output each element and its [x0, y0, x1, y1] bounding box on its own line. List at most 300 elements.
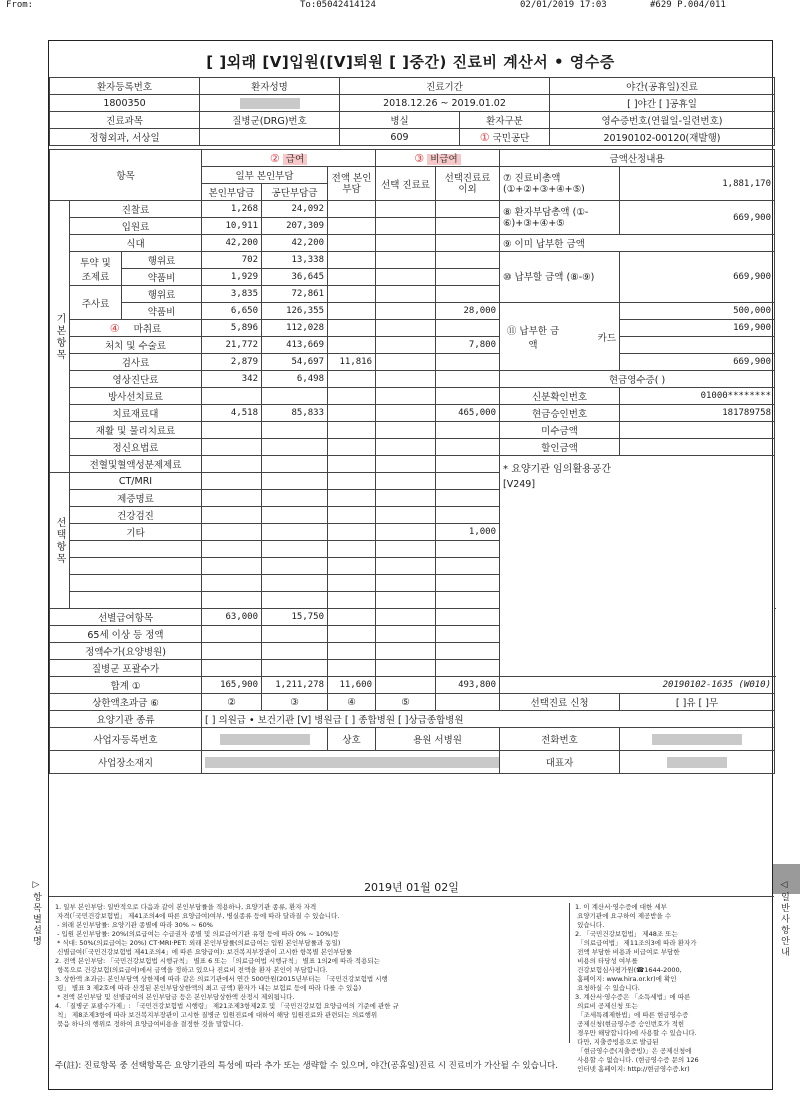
cell-b — [262, 422, 328, 439]
cell-a — [202, 626, 262, 643]
cell-a — [202, 422, 262, 439]
cell-a: 42,200 — [202, 235, 262, 252]
category-value: 국민공단 — [492, 133, 530, 144]
select-request-label: 선택진료 신청 — [500, 694, 620, 711]
addr-redacted — [202, 751, 500, 774]
cell-empty — [262, 524, 328, 541]
item-label: 치료재료대 — [70, 405, 202, 422]
footer-note: 주(註): 진료항목 중 선택항목은 요양기관의 특성에 따라 추가 또는 생략할 수 있으며, 야간(공휴일)진료 시 진료비가 가산될 수 있습니다. — [55, 1061, 558, 1071]
calc-total-label: ⑦ 진료비총액 (①+②+③+④+⑤) — [500, 167, 620, 201]
cell-e — [436, 235, 500, 252]
cell-empty — [202, 558, 262, 575]
cell-empty — [262, 541, 328, 558]
extra-item-label: 선별급여항목 — [50, 609, 202, 626]
cell-a: 63,000 — [202, 609, 262, 626]
cell-empty — [376, 524, 436, 541]
table-row — [50, 337, 775, 354]
cell-empty — [376, 592, 436, 609]
cell-d — [376, 269, 436, 286]
side-label-right: ◁일반사항안내 — [779, 880, 789, 958]
charges-table — [49, 149, 775, 774]
unpaid-value — [620, 422, 775, 439]
cell-empty — [376, 609, 436, 626]
room-label: 병실 — [340, 112, 460, 129]
cell-e — [436, 558, 500, 575]
cell-e — [436, 507, 500, 524]
document-title: [ ]외래 [V]입원([V]퇴원 [ ]중간) 진료비 계산서 • 영수증 — [206, 53, 615, 71]
fax-stamp: 02/01/2019 17:03 — [520, 0, 607, 10]
sub-item-label: 약품비 — [122, 303, 202, 320]
cell-b: 15,750 — [262, 609, 328, 626]
inst-type-value: [ ] 의원급 • 보건기관 [V] 병원급 [ ] 종합병원 [ ]상급종합병원 — [202, 711, 775, 728]
cell-a: 6,650 — [202, 303, 262, 320]
cell-empty — [436, 626, 500, 643]
non-covered-header — [376, 150, 500, 167]
cell-a — [202, 388, 262, 405]
cell-e — [436, 201, 500, 218]
excess-b: ③ — [262, 694, 328, 711]
cell-a: 21,772 — [202, 337, 262, 354]
approval-value: 181789758 — [620, 405, 775, 422]
cell-c — [328, 337, 376, 354]
cell-d — [376, 456, 436, 473]
cell-e — [436, 422, 500, 439]
table-row — [50, 405, 775, 422]
excess-label: 상한액초과금 — [92, 698, 148, 709]
institution-biz-row — [50, 728, 775, 751]
cell-empty — [202, 490, 262, 507]
cell-empty — [262, 592, 328, 609]
cell-empty — [376, 575, 436, 592]
card-value: 500,000 — [620, 303, 775, 320]
calc-header: 금액산정내용 — [500, 150, 775, 167]
total-code: 20190102-1635 (W010) — [500, 677, 775, 694]
select-item-label — [70, 592, 202, 609]
cell-b: 85,833 — [262, 405, 328, 422]
cell-empty — [436, 643, 500, 660]
cell-e — [436, 269, 500, 286]
cell-b: 24,092 — [262, 201, 328, 218]
calc-paid-label: ⑨ 이미 납부한 금액 — [500, 235, 775, 252]
cell-b: 54,697 — [262, 354, 328, 371]
issue-date: 2019년 01월 02일 — [364, 881, 459, 894]
biz-no-redacted — [202, 728, 328, 751]
cell-d — [376, 201, 436, 218]
cell-e: 465,000 — [436, 405, 500, 422]
cell-a — [202, 643, 262, 660]
fax-to: To:05042414124 — [300, 0, 376, 10]
fax-from: From: — [6, 0, 34, 10]
cell-empty — [328, 575, 376, 592]
total-row — [50, 677, 775, 694]
cell-a: 342 — [202, 371, 262, 388]
drg-label: 질병군(DRG)번호 — [200, 112, 340, 129]
cell-e — [436, 354, 500, 371]
cell-b: 36,645 — [262, 269, 328, 286]
cashrec-value: 169,900 — [620, 320, 775, 337]
addr-label: 사업장소재지 — [50, 751, 202, 774]
table-row — [50, 354, 775, 371]
cell-c: 11,816 — [328, 354, 376, 371]
category — [460, 129, 550, 146]
cell-e — [436, 592, 500, 609]
biz-label: 사업자등록번호 — [50, 728, 202, 751]
cell-empty — [328, 643, 376, 660]
side-label-left: ▷항목별설명 — [31, 880, 41, 947]
self-pay-header: 본인부담금 — [202, 184, 262, 201]
calc-total-value: 1,881,170 — [620, 167, 775, 201]
covered-label: 급여 — [283, 154, 307, 165]
cell-empty — [328, 507, 376, 524]
cell-b: 112,028 — [262, 320, 328, 337]
pay-sum-value: 669,900 — [620, 354, 775, 371]
unpaid-label: 미수금액 — [500, 422, 620, 439]
rep-redacted — [620, 751, 775, 774]
calc-patient-value: 669,900 — [620, 201, 775, 235]
cell-empty — [328, 592, 376, 609]
discount-value — [620, 439, 775, 456]
period: 2018.12.26 ~ 2019.01.02 — [340, 95, 550, 112]
extra-item-label: 65세 이상 등 정액 — [50, 626, 202, 643]
item-header: 항목 — [50, 150, 202, 201]
excess-label-cell — [50, 694, 202, 711]
item-label: 진찰료 — [70, 201, 202, 218]
cell-d — [376, 235, 436, 252]
discount-label: 할인금액 — [500, 439, 620, 456]
calc-patient-label: ⑧ 환자부담총액 (①-⑥)+③+④+⑤ — [500, 201, 620, 235]
id-value: 01000******** — [620, 388, 775, 405]
cell-b — [262, 456, 328, 473]
sub-item-label: 행위료 — [122, 286, 202, 303]
item-label: 방사선치료료 — [70, 388, 202, 405]
total-mark: ① — [131, 681, 141, 692]
cell-empty — [202, 507, 262, 524]
institution-addr-row — [50, 751, 775, 774]
total-a: 165,900 — [202, 677, 262, 694]
cell-a: 10,911 — [202, 218, 262, 235]
cell-empty — [376, 490, 436, 507]
id-label: 신분확인번호 — [500, 388, 620, 405]
cell-empty — [328, 473, 376, 490]
cell-e — [436, 456, 500, 473]
cell-d — [376, 218, 436, 235]
select-item-label — [70, 575, 202, 592]
item-label: ④ 마취료 — [70, 320, 202, 337]
select-item-label: 건강검진 — [70, 507, 202, 524]
marker-2: ② — [269, 152, 280, 165]
cell-b — [262, 660, 328, 677]
cell-c — [328, 201, 376, 218]
notes-right: 1. 이 계산서·영수증에 대한 세부 요양기관에 요구하여 제공받을 수 있습니다. 2. 「국민건강보험법」 제48조 또는 「의료급여법」 제11조의3에 따라 환자가 전액 부담한 비용과 비급여로 부담한 비용의 타당성 여부를 건강보험심사평가원(☎1644-2000, 홈페이지: www.hira.or.kr)에 확인 요청하실 수 있습니다. 3. 계산서·영수증은 「소득세법」에 따른 의료비 공제신청 또는 「조세특례제한법」에 따른 현금영수증 공제신청(현금영수증 승인번호가 적힌 경우만 해당합니다)에 사용할 수 있습니다. 다만, 지출증빙용으로 발급된 「현금영수증(지출증빙)」은 공제신청에 사용할 수 없습니다. (현금영수증 문의 126 인터넷 홈페이지: http://현금영수증.kr) — [569, 903, 770, 1043]
cell-b — [262, 388, 328, 405]
cell-empty — [328, 490, 376, 507]
cell-empty — [436, 660, 500, 677]
patient-name-label: 환자성명 — [200, 78, 340, 95]
non-covered-label: 비급여 — [427, 154, 461, 165]
total-c: 11,600 — [328, 677, 376, 694]
cell-c — [328, 286, 376, 303]
cell-a — [202, 660, 262, 677]
cell-empty — [376, 558, 436, 575]
select-item-label — [70, 541, 202, 558]
night-label: 야간(공휴일)진료 — [550, 78, 775, 95]
inst-type-label: 요양기관 종류 — [50, 711, 202, 728]
select-item-label — [70, 558, 202, 575]
cell-e — [436, 371, 500, 388]
memo-text: * 요양기관 임의활용공간 — [503, 464, 611, 475]
cell-c — [328, 371, 376, 388]
group-label-line1: 투약 및 — [80, 257, 111, 269]
cell-empty — [202, 575, 262, 592]
cell-b: 6,498 — [262, 371, 328, 388]
cell-e — [436, 490, 500, 507]
cell-empty — [328, 524, 376, 541]
cell-empty — [262, 490, 328, 507]
select-items-label: 선택항목 — [50, 473, 70, 609]
cell-d — [376, 422, 436, 439]
cell-e — [436, 541, 500, 558]
excess-mark: ⑥ — [150, 698, 159, 709]
notes-left: 1. 일부 본인부담: 일반적으로 다음과 같이 본인부담률을 적용하나, 요양기관 종류, 환자 자격 자격(「국민건강보험법」 제41조의4에 따른 요양급여)여부, 병실종류 등에 따라 달라질 수 있습니다. - 외래 본인부담률: 요양기관 종별에 따라 30% ~ 60% - 입원 본인부담률: 20%(의료급여는 수급권자 종별 및 의료급여기관 유형 등에 따라 0% ~ 10%)등 * 식대: 50%(의료급여는 20%) CT·MRI·PET: 외래 본인부담률(의료급여는 입원 본인부담률과 동일) 신별급여(「국민건강보험법 제41조의4」에 따른 요양급여): 보건복지부장관이 고시한 항목별 본인부담률 2. 전액 본인부담: 「국민건강보험법 시행규칙」 별표 6 또는 「의료급여법 시행규칙」 별표 1의2에 따라 적용되는 항목으로 건강보험(의료급여)에서 금액을 정하고 있으나 진료비 전액을 환자 본인이 부담합니다. 3. 상한액 초과금: 본인부담액 상한제에 따라 같은 의료기관에서 연간 500만원(2015년부터는 「국민건강보험법 시행 령」 별표 3 제2호에 따라 산정된 본인부담상한액의 최고 금액) 환자가 내는 보험료 등에 따라 다를 수 있음) * 전액 본인부담 및 선별급여의 본인부담금 등은 본인부담상한액 산정시 제외됩니다. 4. 「질병군 포괄수가제」: 「국민건강보험법 시행령」 제21조제3항제2호 및 「국민건강보험 요양급여의 기준에 관한 규 칙」 제8조제3항에 따라 보건복지부장관이 고시한 질병군 입원진료에 대하여 해당 입원진료와 관련되는 의료행위 묶음 하나의 행위로 정하여 요양급여비용을 결정한 것을 말합니다. — [55, 903, 399, 1028]
cell-empty — [376, 473, 436, 490]
cell-c — [328, 388, 376, 405]
cell-c — [328, 405, 376, 422]
group-label-line2: 주사료 — [81, 298, 110, 310]
excess-e — [436, 694, 500, 711]
dept: 정형외과, 서상일 — [50, 129, 200, 146]
cell-empty — [328, 660, 376, 677]
cell-empty — [376, 660, 436, 677]
cell-e — [436, 473, 500, 490]
group-label — [70, 252, 122, 286]
cell-d — [376, 354, 436, 371]
dept-label: 진료과목 — [50, 112, 200, 129]
total-b: 1,211,278 — [262, 677, 328, 694]
select-request-value: [ ]유 [ ]무 — [620, 694, 775, 711]
receipt-label: 영수증번호(연월일-일련번호) — [550, 112, 775, 129]
cell-e — [436, 286, 500, 303]
cell-empty — [202, 592, 262, 609]
inst-name: 용원 서병원 — [376, 728, 500, 751]
cell-e — [436, 575, 500, 592]
cell-e — [436, 320, 500, 337]
select-item-label: 제증명료 — [70, 490, 202, 507]
item-label: 검사료 — [70, 354, 202, 371]
total-label-cell — [50, 677, 202, 694]
cell-empty — [202, 473, 262, 490]
room: 609 — [340, 129, 460, 146]
calc-due-label: ⑩ 납부할 금액 (⑧-⑨) — [500, 252, 620, 303]
extra-item-label: 정액수가(요양병원) — [50, 643, 202, 660]
cell-c — [328, 235, 376, 252]
cell-e — [436, 218, 500, 235]
cell-c — [328, 320, 376, 337]
self-part-header: 일부 본인부담 — [202, 167, 328, 184]
cell-b: 126,355 — [262, 303, 328, 320]
cell-empty — [328, 609, 376, 626]
cell-b — [262, 439, 328, 456]
item-label: 입원료 — [70, 218, 202, 235]
select-item-label: CT/MRI — [70, 473, 202, 490]
table-row — [50, 252, 775, 269]
extra-item-label: 질병군 포괄수가 — [50, 660, 202, 677]
item-label: 전혈및혈액성분제제료 — [70, 456, 202, 473]
cell-empty — [376, 507, 436, 524]
pay-label — [500, 303, 620, 371]
institution-type-row — [50, 711, 775, 728]
cell-e: 1,000 — [436, 524, 500, 541]
select-item-label: 기타 — [70, 524, 202, 541]
cell-e — [436, 439, 500, 456]
table-row — [50, 320, 775, 337]
cell-d — [376, 439, 436, 456]
cell-a: 2,879 — [202, 354, 262, 371]
cell-a — [202, 456, 262, 473]
approval-label: 현금승인번호 — [500, 405, 620, 422]
cell-empty — [262, 575, 328, 592]
group-label-line2: 조제료 — [81, 271, 110, 283]
cell-b: 72,861 — [262, 286, 328, 303]
cell-a: 3,835 — [202, 286, 262, 303]
card-label: 카드 — [597, 332, 617, 344]
item-label: 정신요법료 — [70, 439, 202, 456]
cashreceipt-title: 현금영수증( ) — [500, 371, 775, 388]
category-label: 환자구분 — [460, 112, 550, 129]
cell-a: 4,518 — [202, 405, 262, 422]
cell-c — [328, 218, 376, 235]
excess-row — [50, 694, 775, 711]
excess-c: ④ — [328, 694, 376, 711]
cell-empty — [202, 541, 262, 558]
cell-c — [328, 252, 376, 269]
phone-redacted — [620, 728, 775, 751]
cell-a: 702 — [202, 252, 262, 269]
memo-area — [500, 456, 775, 677]
cell-b — [262, 626, 328, 643]
group-label — [70, 286, 122, 320]
pay-label-text: ⑪ 납부한 금액 — [506, 325, 560, 351]
cell-a: 1,929 — [202, 269, 262, 286]
public-pay-header: 공단부담금 — [262, 184, 328, 201]
patient-no: 1800350 — [50, 95, 200, 112]
cell-c — [328, 422, 376, 439]
cell-e — [436, 388, 500, 405]
cell-d — [376, 320, 436, 337]
cell-c — [328, 439, 376, 456]
table-row — [50, 371, 775, 388]
other-header: 선택진료료 이외 — [436, 167, 500, 201]
name-label: 상호 — [328, 728, 376, 751]
cell-d — [376, 388, 436, 405]
full-self-header: 전액 본인부담 — [328, 167, 376, 201]
item-label: 처치 및 수술료 — [70, 337, 202, 354]
cell-e: 28,000 — [436, 303, 500, 320]
cell-c — [328, 456, 376, 473]
total-e: 493,800 — [436, 677, 500, 694]
table-row — [50, 303, 775, 320]
cell-d — [376, 405, 436, 422]
basic-items-label: 기본항목 — [50, 201, 70, 473]
period-label: 진료기간 — [340, 78, 550, 95]
cell-d — [376, 252, 436, 269]
total-d — [376, 677, 436, 694]
select-care-header: 선택 진료료 — [376, 167, 436, 201]
item-label: 재활 및 물리치료료 — [70, 422, 202, 439]
cell-b: 13,338 — [262, 252, 328, 269]
calc-due-value: 669,900 — [620, 252, 775, 303]
patient-no-label: 환자등록번호 — [50, 78, 200, 95]
cell-d — [376, 337, 436, 354]
table-row — [50, 235, 775, 252]
cell-empty — [328, 626, 376, 643]
cell-empty — [262, 473, 328, 490]
item-label: 영상진단료 — [70, 371, 202, 388]
table-row — [50, 439, 775, 456]
cell-empty — [262, 507, 328, 524]
cell-b — [262, 643, 328, 660]
table-row — [50, 456, 775, 473]
receipt-document — [48, 40, 773, 1090]
cell-empty — [376, 541, 436, 558]
covered-header — [202, 150, 376, 167]
header-table — [49, 77, 775, 146]
patient-name-redacted — [200, 95, 340, 112]
fax-page: #629 P.004/011 — [650, 0, 726, 10]
cell-empty — [262, 558, 328, 575]
cell-a: 1,268 — [202, 201, 262, 218]
cell-c — [328, 269, 376, 286]
sub-item-label: 행위료 — [122, 252, 202, 269]
cell-a — [202, 439, 262, 456]
cell-a: 5,896 — [202, 320, 262, 337]
table-row — [50, 422, 775, 439]
excess-a: ② — [202, 694, 262, 711]
marker-1: ① — [479, 131, 490, 144]
cell-empty — [202, 524, 262, 541]
cell-empty — [376, 626, 436, 643]
total-label: 합계 — [110, 681, 129, 692]
cell-empty — [436, 609, 500, 626]
item-label: 식대 — [70, 235, 202, 252]
cell-empty — [328, 541, 376, 558]
fax-header — [0, 0, 800, 12]
cell-d — [376, 286, 436, 303]
excess-d: ⑤ — [376, 694, 436, 711]
cell-b: 413,669 — [262, 337, 328, 354]
night-value: [ ]야간 [ ]공휴일 — [550, 95, 775, 112]
cash-value — [620, 337, 775, 354]
marker-3: ③ — [414, 152, 425, 165]
drg-value — [200, 129, 340, 146]
cell-e — [436, 252, 500, 269]
receipt-no: 20190102-00120(재발행) — [550, 129, 775, 146]
table-row — [50, 388, 775, 405]
memo-code: [V249] — [503, 479, 536, 490]
cell-d — [376, 303, 436, 320]
cell-empty — [328, 558, 376, 575]
cell-b: 42,200 — [262, 235, 328, 252]
sub-item-label: 약품비 — [122, 269, 202, 286]
table-row — [50, 201, 775, 218]
phone-label: 전화번호 — [500, 728, 620, 751]
marker-4: ④ — [109, 322, 120, 335]
cell-c — [328, 303, 376, 320]
rep-label: 대표자 — [500, 751, 620, 774]
cell-b: 207,309 — [262, 218, 328, 235]
cell-e: 7,800 — [436, 337, 500, 354]
cell-d — [376, 371, 436, 388]
cell-empty — [376, 643, 436, 660]
